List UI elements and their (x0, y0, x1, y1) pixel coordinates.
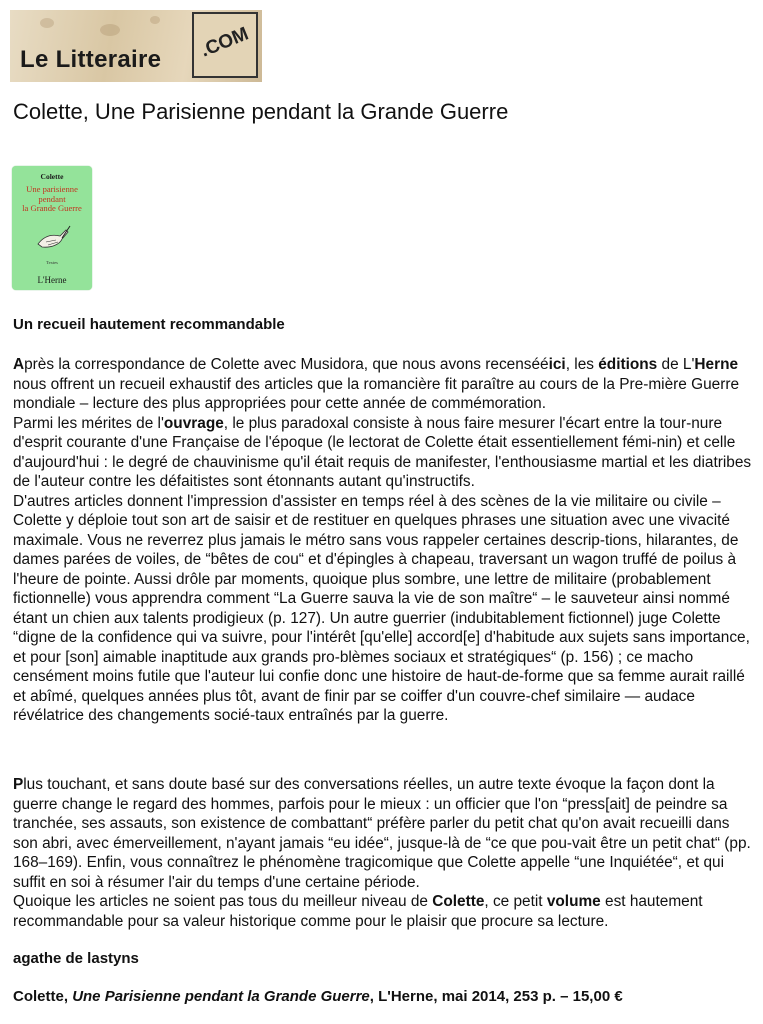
logo-text: Le Litteraire (20, 46, 162, 73)
logo-texture (100, 24, 120, 36)
site-logo[interactable] (10, 10, 262, 82)
article-paragraph: Après la correspondance de Colette avec Musidora, que nous avons recensééici, les éditions de L'Herne nous offrent un recueil exhaustif des articles que la romancière fit paraître au cours de la Pre-mière Guerre mondiale – lecture des plus appropriées pour cette année de commémoration. Parmi les mérites de l'ouvrage, le plus paradoxal consiste à nous faire mesurer l'écart entre la tour-nure d'esprit courante d'une Française de l'époque (le lectorat de Colette était essentiellement fémi-nin) et celle d'aujourd'hui : le degré de chauvinisme qu'il était requis de manifester, l'enthousiasme martial et les diatribes de l'auteur contre les défaitistes sont étonnants autant qu'instructifs. D'autres articles donnent l'impression d'assister en temps réel à des scènes de la vie militaire ou civile – Colette y déploie tout son art de saisir et de restituer en quelques phrases une situation avec une vivacité maximale. Vous ne reverrez plus jamais le métro sans vous rappeler certaines descrip-tions, hilarantes, de dames parées de voiles, de “bêtes de cou“ et d'épingles à chapeau, traversant un wagon truffé de poilus à l'heure de pointe. Aussi drôle par moments, quoique plus sombre, une lettre de militaire (probablement fictionnelle) vous apprendra comment “La Guerre sauva la vie de son maître“ – le sauveteur ainsi nommé étant un chien aux talents prodigieux (p. 127). Un autre guerrier (indubitablement fictionnel) juge Colette “digne de la confidence qui va suivre, pour l'intérêt [qu'elle] accord[e] d'habitude aux sujets sans importance, et pour [son] aimable inaptitude aux grands pro-blèmes sociaux et stratégiques“ (p. 156) ; ce macho censément moins futile que l'auteur lui confie donc une histoire de haut-de-forme que sa femme aurait raillé et abîmé, quelques années plus tôt, avant de finir par se coiffer d'un couvre-chef similaire — audace révélatrice des changements socié-taux entraînés par la guerre. (13, 356, 752, 724)
book-cover[interactable] (12, 166, 92, 290)
logo-texture (40, 18, 54, 28)
drop-letter: P (13, 776, 24, 793)
cover-publisher: L'Herne (37, 275, 67, 285)
book-reference: Colette, Une Parisienne pendant la Grande Guerre, L'Herne, mai 2014, 253 p. – 15,00 € (13, 988, 623, 1005)
article-paragraph: Plus touchant, et sans doute basé sur des conversations réelles, un autre texte évoque la façon dont la guerre change le regard des hommes, parfois pour le mieux : un officier que l'on “press[ait] de peindre sa tranchée, ses assauts, son existence de combattant“ préfère parler du petit chat qu'on avait recueilli dans son abri, avec émerveillement, n'ayant jamais “eu idée“, jusque-là de “ce que pou-vait être un petit chat“ (pp. 168–169). Enfin, vous connaîtrez le phénomène tragicomique que Colette appelle “une Inquiétée“, et qui suffit en soi à résumer l'air du temps d'une certaine période. Quoique les articles ne soient pas tous du meilleur niveau de Colette, ce petit volume est hautement recommandable pour sa valeur historique comme pour le plaisir que procure sa lecture. (13, 776, 751, 930)
cover-subtitle: Textes (46, 260, 58, 265)
page-title: Colette, Une Parisienne pendant la Grande Guerre (13, 99, 509, 124)
cover-title: Une parisienne pendant la Grande Guerre (22, 184, 82, 213)
logo-texture (150, 16, 160, 24)
logo-box (192, 12, 258, 78)
logo-suffix: .COM (197, 23, 252, 62)
quill-hand-icon (34, 222, 72, 252)
section-heading: Un recueil hautement recommandable (13, 316, 285, 333)
drop-letter: A (13, 356, 25, 373)
author-signature: agathe de lastyns (13, 950, 139, 967)
review-link[interactable]: ici (548, 356, 566, 373)
cover-author: Colette (40, 172, 64, 181)
